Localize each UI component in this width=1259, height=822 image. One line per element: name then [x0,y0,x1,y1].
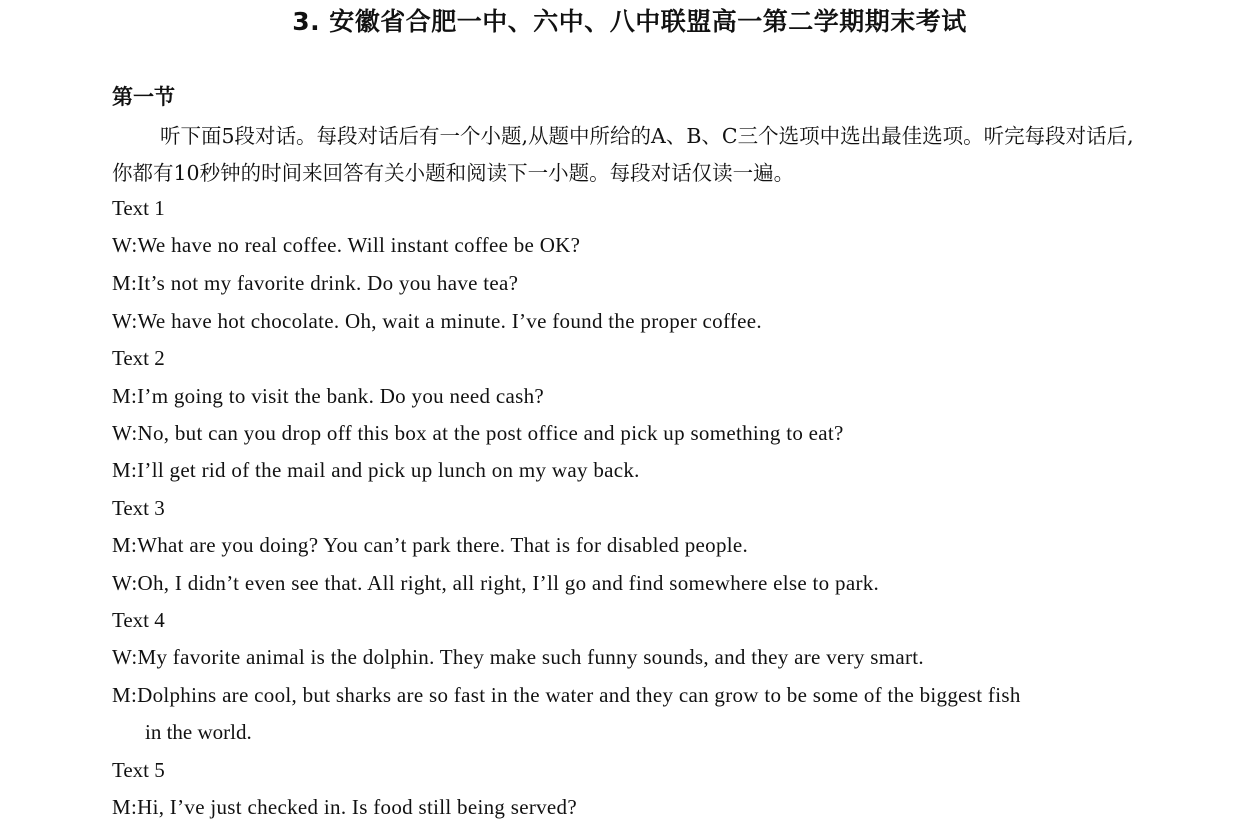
dialogue-text: What are you doing? You can’t park there. That is for disabled people. [137,533,749,557]
dialogue-text: My favorite animal is the dolphin. They make such funny sounds, and they are very smart. [137,645,924,669]
speaker-label: M: [112,384,138,408]
dialogue-text: Hi, I’ve just checked in. Is food still being served? [137,795,577,819]
dialogue-text: Oh, I didn’t even see that. All right, all right, I’ll go and find somewhere else to park. [137,571,880,595]
dialogue-text: I’m going to visit the bank. Do you need cash? [137,384,544,408]
instructions-paragraph: 听下面5段对话。每段对话后有一个小题,从题中所给的A、B、C三个选项中选出最佳选项。听完每段对话后,你都有10秒钟的时间来回答有关小题和阅读下一小题。每段对话仅读一遍。 [112,124,1134,185]
text-2-label: Text 2 [112,346,165,370]
dialogue-text: Dolphins are cool, but sharks are so fast in the water and they can grow to be some of the biggest fish [137,683,1021,707]
speaker-label: M: [112,271,138,295]
dialogue-line [112,680,1021,710]
text-1-label: Text 1 [112,196,165,220]
dialogue-line [112,792,577,822]
speaker-label: M: [112,795,138,819]
section-heading: 第一节 [112,85,175,109]
dialogue-line [112,418,844,448]
speaker-label: W: [112,421,138,445]
speaker-label: M: [112,533,138,557]
dialogue-line [112,530,748,560]
speaker-label: W: [112,309,138,333]
dialogue-text: It’s not my favorite drink. Do you have tea? [137,271,519,295]
document-title: 3. 安徽省合肥一中、六中、八中联盟高一第二学期期末考试 [292,7,967,36]
dialogue-text: No, but can you drop off this box at the post office and pick up something to eat? [137,421,844,445]
speaker-label: W: [112,645,138,669]
text-5-label: Text 5 [112,758,165,782]
dialogue-text: We have hot chocolate. Oh, wait a minute. I’ve found the proper coffee. [137,309,762,333]
dialogue-line [112,455,640,485]
dialogue-text: We have no real coffee. Will instant coffee be OK? [137,233,581,257]
dialogue-continuation: in the world. [145,720,252,744]
dialogue-line [112,306,762,336]
speaker-label: M: [112,458,138,482]
text-3-label: Text 3 [112,496,165,520]
dialogue-line [112,268,518,298]
dialogue-line [112,568,879,598]
speaker-label: W: [112,233,138,257]
speaker-label: M: [112,683,138,707]
dialogue-line [112,230,580,260]
dialogue-text: I’ll get rid of the mail and pick up lunch on my way back. [137,458,640,482]
text-4-label: Text 4 [112,608,165,632]
dialogue-line [112,381,544,411]
dialogue-line [112,642,924,672]
speaker-label: W: [112,571,138,595]
